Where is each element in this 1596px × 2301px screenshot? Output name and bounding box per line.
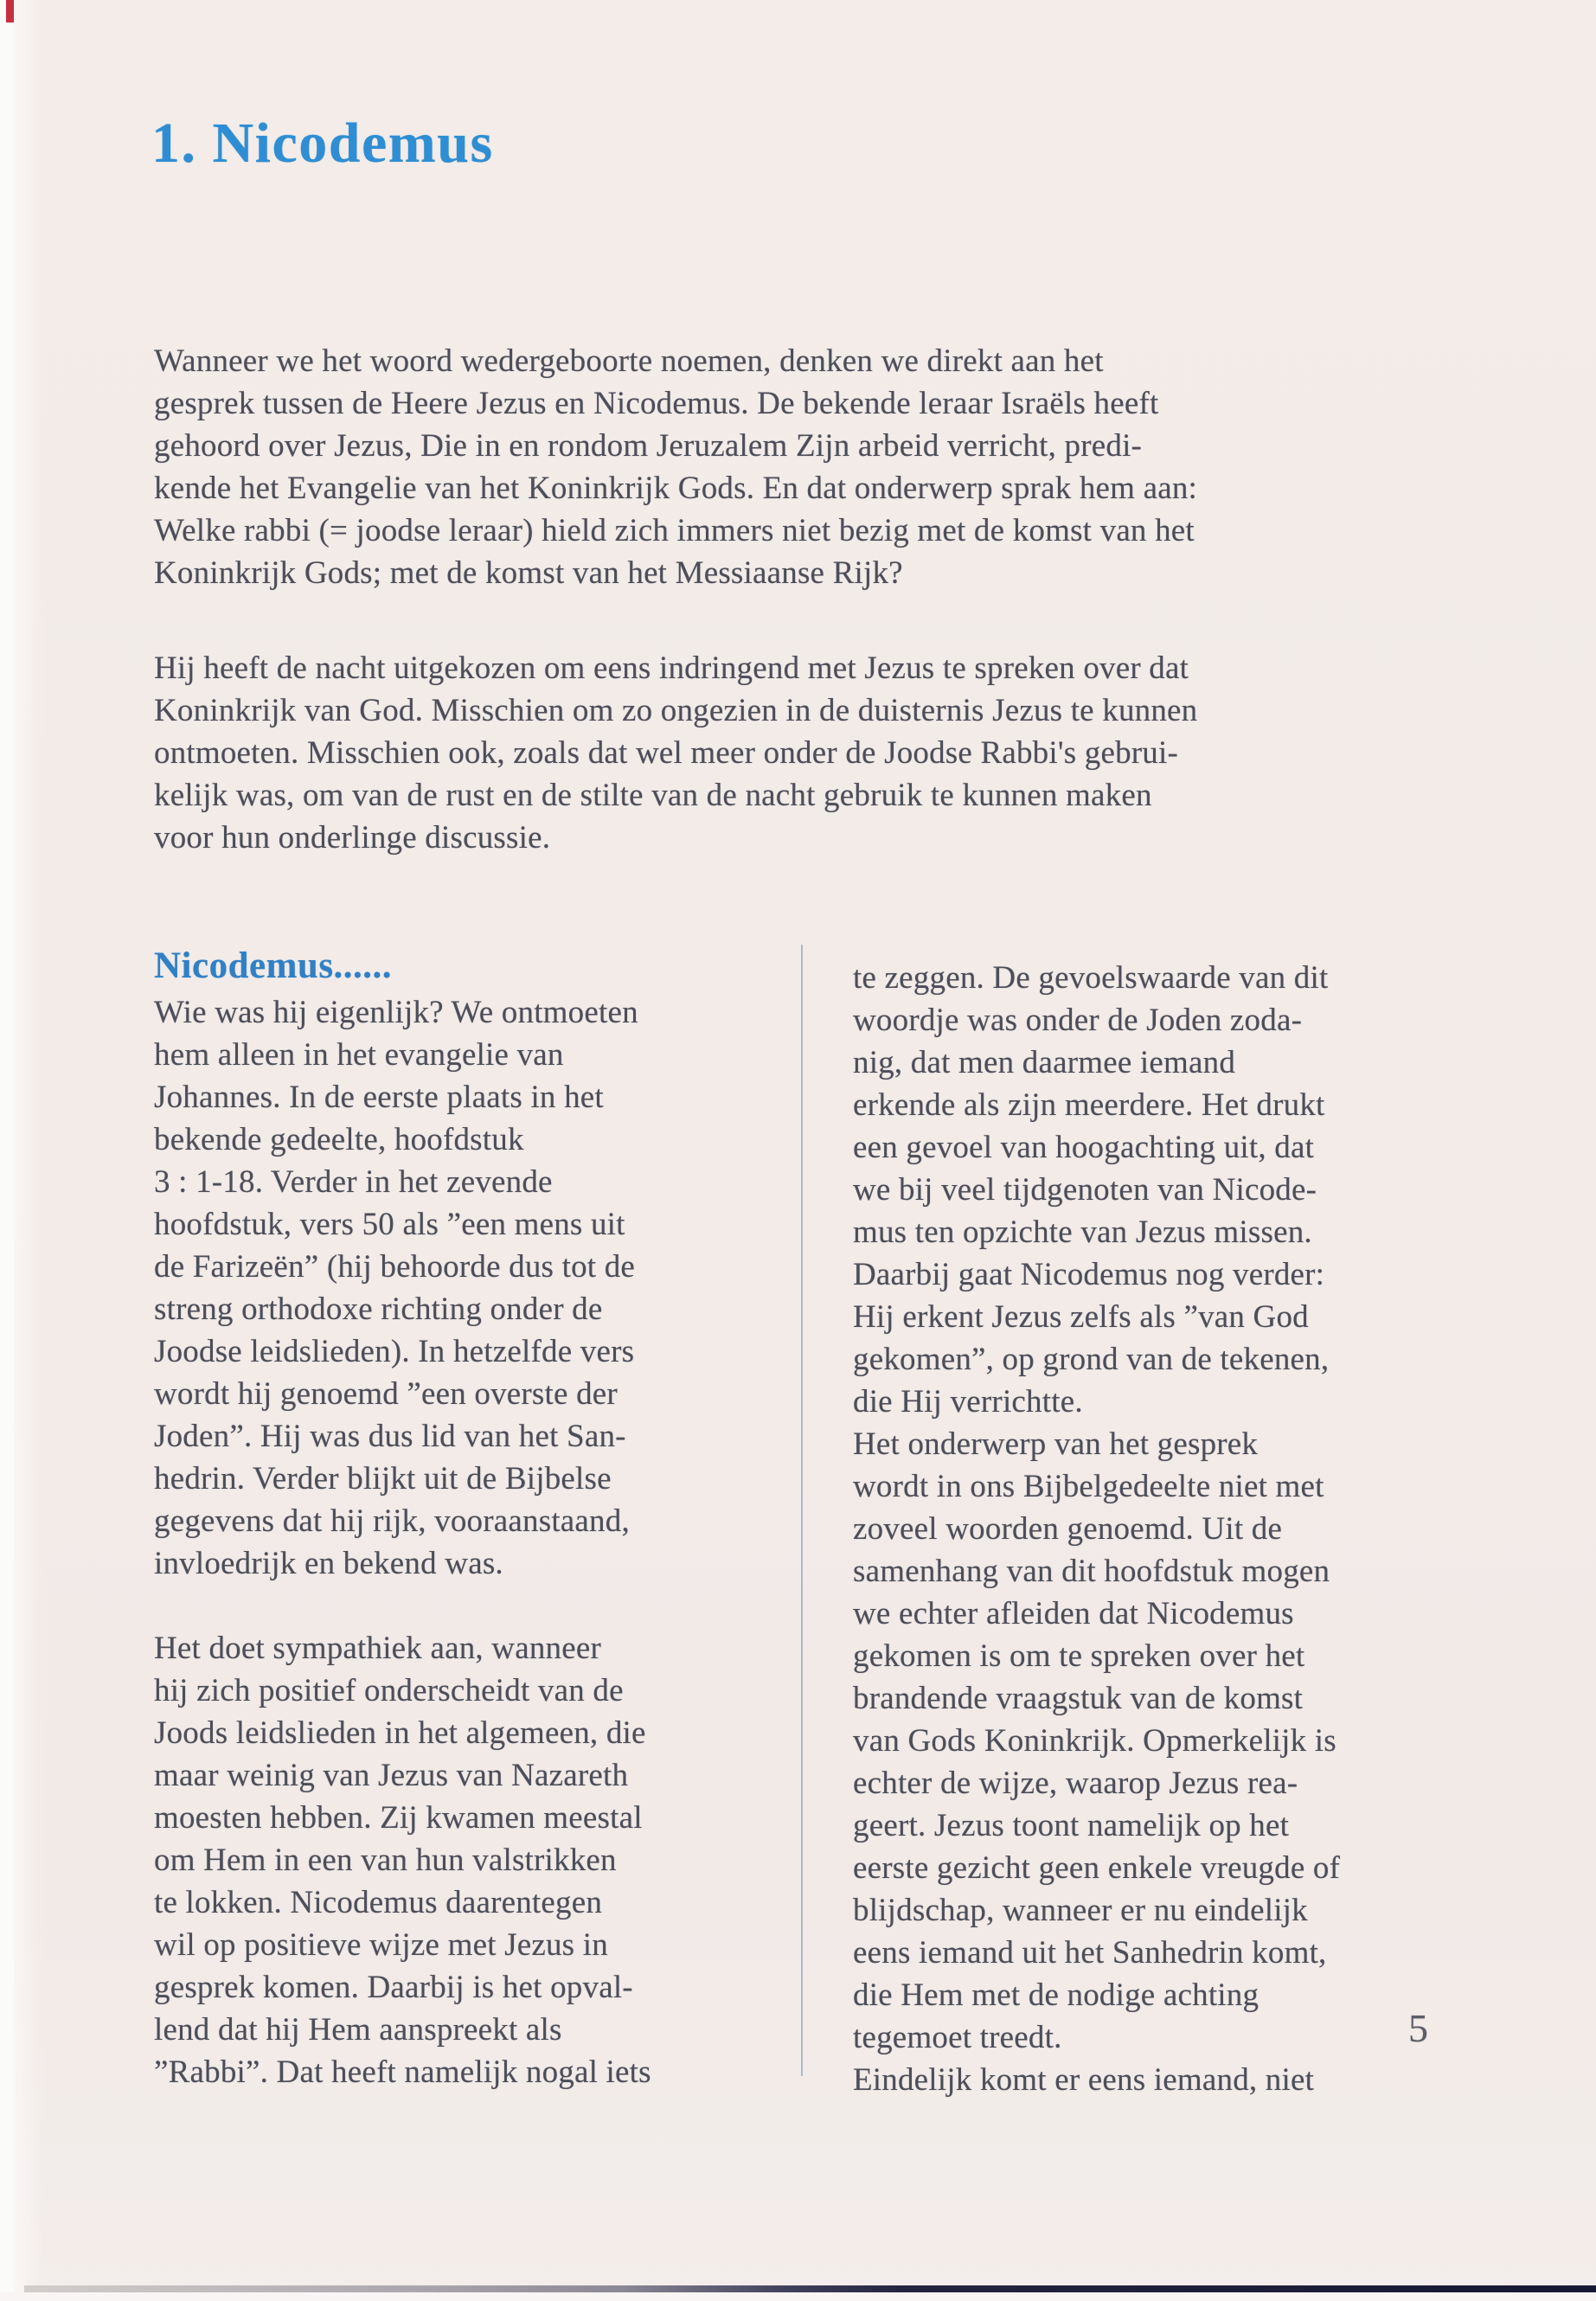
text-line: Eindelijk komt er eens iemand, niet <box>853 2062 1315 2098</box>
text-line: blijdschap, wanneer er nu eindelijk <box>853 1893 1308 1928</box>
text-line: Daarbij gaat Nicodemus nog verder: <box>853 1257 1325 1292</box>
text-line: hoofdstuk, vers 50 als ”een mens uit <box>154 1207 625 1242</box>
text-line: gekomen is om te spreken over het <box>853 1638 1305 1674</box>
text-line: echter de wijze, waarop Jezus rea- <box>853 1766 1298 1801</box>
text-line: streng orthodoxe richting onder de <box>154 1292 603 1327</box>
text-line: die Hij verrichtte. <box>853 1384 1083 1420</box>
text-line: eens iemand uit het Sanhedrin komt, <box>853 1935 1327 1971</box>
text-line: we bij veel tijdgenoten van Nicode- <box>853 1172 1317 1208</box>
scanner-left-edge <box>0 0 14 2301</box>
text-line: invloedrijk en bekend was. <box>154 1546 503 1581</box>
text-line: hem alleen in het evangelie van <box>154 1037 564 1073</box>
bottom-scan-band <box>0 2292 1596 2301</box>
text-line: Johannes. In de eerste plaats in het <box>154 1080 604 1115</box>
text-line: te zeggen. De gevoelswaarde van dit <box>853 960 1329 996</box>
text-line: wordt in ons Bijbelgedeelte niet met <box>853 1469 1324 1504</box>
text-line: Koninkrijk Gods; met de komst van het Messiaanse Rijk? <box>154 555 903 591</box>
corner-red-mark <box>6 0 14 22</box>
text-line: een gevoel van hoogachting uit, dat <box>853 1130 1315 1165</box>
text-line: ”Rabbi”. Dat heeft namelijk nogal iets <box>154 2054 651 2090</box>
text-line: te lokken. Nicodemus daarentegen <box>154 1885 603 1920</box>
text-line: gekomen”, op grond van de tekenen, <box>853 1342 1330 1377</box>
text-line: maar weinig van Jezus van Nazareth <box>154 1758 629 1793</box>
text-line: van Gods Koninkrijk. Opmerkelijk is <box>853 1723 1336 1759</box>
text-line <box>154 1585 804 1627</box>
text-line: brandende vraagstuk van de komst <box>853 1681 1304 1716</box>
text-line: gesprek tussen de Heere Jezus en Nicodemus. De bekende leraar Israëls heeft <box>154 386 1159 421</box>
text-line: zoveel woorden genoemd. Uit de <box>853 1511 1283 1547</box>
text-line: samenhang van dit hoofdstuk mogen <box>853 1554 1330 1589</box>
section-heading: Nicodemus...... <box>154 945 393 986</box>
text-line: die Hem met de nodige achting <box>853 1977 1259 2013</box>
text-line: erkende als zijn meerdere. Het drukt <box>853 1087 1325 1123</box>
text-line: tegemoet treedt. <box>853 2020 1062 2055</box>
text-line: de Farizeën” (hij behoorde dus tot de <box>154 1249 636 1285</box>
text-line: Joden”. Hij was dus lid van het San- <box>154 1419 626 1454</box>
text-line: gesprek komen. Daarbij is het opval- <box>154 1970 633 2005</box>
text-line: Hij heeft de nacht uitgekozen om eens indringend met Jezus te spreken over dat <box>154 651 1189 686</box>
text-line: Het doet sympathiek aan, wanneer <box>154 1631 602 1666</box>
text-line: kende het Evangelie van het Koninkrijk Gods. En dat onderwerp sprak hem aan: <box>154 471 1198 506</box>
text-line: om Hem in een van hun valstrikken <box>154 1843 617 1878</box>
text-line: geert. Jezus toont namelijk op het <box>853 1808 1290 1843</box>
text-line: Wanneer we het woord wedergeboorte noemen, denken we direkt aan het <box>154 343 1104 379</box>
text-line: hij zich positief onderscheidt van de <box>154 1673 624 1708</box>
page-number: 5 <box>1408 2006 1428 2050</box>
text-line: wordt hij genoemd ”een overste der <box>154 1376 618 1412</box>
intro-paragraph-2 <box>154 647 1486 859</box>
text-line: we echter afleiden dat Nicodemus <box>853 1596 1294 1631</box>
scanner-left-edge-soft <box>14 0 43 2301</box>
text-line: kelijk was, om van de rust en de stilte van de nacht gebruik te kunnen maken <box>154 778 1152 813</box>
text-line: eerste gezicht geen enkele vreugde of <box>853 1850 1341 1886</box>
text-line: Joodse leidslieden). In hetzelfde vers <box>154 1334 635 1369</box>
text-line: Hij erkent Jezus zelfs als ”van God <box>853 1299 1309 1335</box>
left-column-text <box>154 991 804 2093</box>
text-line: nig, dat men daarmee iemand <box>853 1045 1236 1080</box>
text-line: gehoord over Jezus, Die in en rondom Jeruzalem Zijn arbeid verricht, predi- <box>154 428 1143 464</box>
text-line: Welke rabbi (= joodse leraar) hield zich immers niet bezig met de komst van het <box>154 513 1195 548</box>
page-title: 1. Nicodemus <box>151 112 494 175</box>
left-column <box>154 941 804 2093</box>
text-line: wil op positieve wijze met Jezus in <box>154 1927 608 1963</box>
text-line: lend dat hij Hem aanspreekt als <box>154 2012 562 2048</box>
text-line: gegevens dat hij rijk, vooraanstaand, <box>154 1503 630 1539</box>
column-divider <box>801 945 803 2076</box>
text-line: ontmoeten. Misschien ook, zoals dat wel meer onder de Joodse Rabbi's gebrui- <box>154 735 1179 771</box>
text-line: 3 : 1-18. Verder in het zevende <box>154 1164 553 1200</box>
text-line: Wie was hij eigenlijk? We ontmoeten <box>154 995 638 1030</box>
text-line: voor hun onderlinge discussie. <box>154 820 551 856</box>
text-line: bekende gedeelte, hoofdstuk <box>154 1122 524 1157</box>
text-line: moesten hebben. Zij kwamen meestal <box>154 1800 643 1836</box>
text-line: Koninkrijk van God. Misschien om zo ongezien in de duisternis Jezus te kunnen <box>154 693 1198 728</box>
text-line: Het onderwerp van het gesprek <box>853 1426 1259 1462</box>
text-line: Joods leidslieden in het algemeen, die <box>154 1715 646 1751</box>
text-line: mus ten opzichte van Jezus missen. <box>853 1215 1312 1250</box>
bottom-edge-line <box>24 2285 1596 2292</box>
text-line: hedrin. Verder blijkt uit de Bijbelse <box>154 1461 612 1497</box>
intro-paragraph-1 <box>154 340 1486 594</box>
text-line: woordje was onder de Joden zoda- <box>853 1003 1303 1038</box>
right-column <box>853 957 1523 2101</box>
